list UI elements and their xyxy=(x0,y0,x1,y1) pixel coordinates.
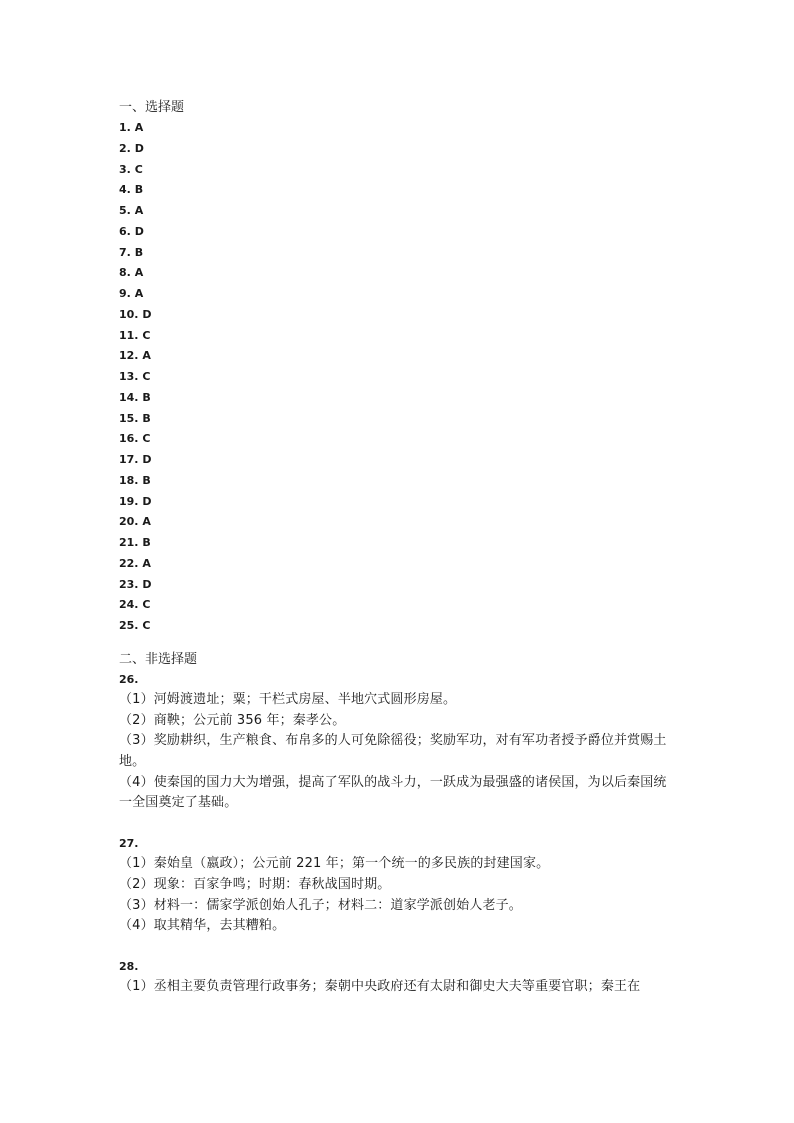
answer-letter: A xyxy=(134,204,144,217)
answer-number: 23. xyxy=(119,577,139,591)
answer-list xyxy=(119,118,679,637)
question-number: 27. xyxy=(119,836,139,850)
answer-number: 9. xyxy=(119,287,131,300)
answer-number: 13. xyxy=(119,370,139,383)
answer-item xyxy=(119,554,679,575)
answer-paragraph: （3）材料一：儒家学派创始人孔子；材料二：道家学派创始人老子。 xyxy=(119,897,522,913)
answer-item xyxy=(119,492,679,513)
answer-letter: B xyxy=(134,245,144,259)
answer-number: 21. xyxy=(119,536,139,549)
answer-item xyxy=(119,429,679,450)
answer-letter: B xyxy=(142,390,151,404)
answer-number: 4. xyxy=(119,183,131,197)
answer-number: 16. xyxy=(119,432,139,446)
answer-item xyxy=(119,367,679,388)
answer-number: 2. xyxy=(119,141,131,155)
answer-item xyxy=(119,160,679,181)
answer-item xyxy=(119,595,679,616)
answer-item xyxy=(119,139,679,160)
question-spacer xyxy=(119,937,679,957)
question-spacer xyxy=(119,814,679,834)
answer-paragraph: （3）奖励耕织，生产粮食、布帛多的人可免除徭役；奖励军功，对有军功者授予爵位并赏赐土地。 xyxy=(119,733,667,770)
answer-paragraph: （4）使秦国的国力大为增强，提高了军队的战斗力，一跃成为最强盛的诸侯国，为以后秦国统一全国奠定了基础。 xyxy=(119,774,667,811)
answer-letter: A xyxy=(134,121,144,134)
answer-paragraph: （1）秦始皇（嬴政）；公元前 221 年；第一个统一的多民族的封建国家。 xyxy=(119,856,550,872)
answer-letter: B xyxy=(134,183,144,197)
answer-item xyxy=(119,409,679,430)
answer-letter: D xyxy=(142,577,152,591)
answer-number: 10. xyxy=(119,307,139,321)
question-number: 28. xyxy=(119,959,139,973)
answer-item xyxy=(119,305,679,326)
answer-number: 14. xyxy=(119,390,139,404)
answer-letter: D xyxy=(134,224,144,238)
answer-letter: C xyxy=(142,598,151,612)
answer-letter: C xyxy=(134,162,143,176)
answer-item xyxy=(119,243,679,264)
answer-letter: A xyxy=(134,287,144,300)
answer-item xyxy=(119,201,679,222)
question-number: 26. xyxy=(119,672,139,686)
answer-item xyxy=(119,450,679,471)
answer-item xyxy=(119,118,679,139)
answer-letter: B xyxy=(142,411,151,425)
answer-item xyxy=(119,388,679,409)
answer-letter: B xyxy=(142,473,151,487)
answer-letter: A xyxy=(142,515,151,529)
answer-number: 11. xyxy=(119,328,139,342)
answer-number: 17. xyxy=(119,453,139,466)
answer-item xyxy=(119,180,679,201)
answer-letter: A xyxy=(134,266,144,280)
answer-item xyxy=(119,346,679,367)
answer-letter: D xyxy=(142,494,152,508)
answer-item xyxy=(119,512,679,533)
answer-number: 6. xyxy=(119,224,131,238)
answer-number: 7. xyxy=(119,245,131,259)
answer-paragraph: （1）河姆渡遗址；粟；干栏式房屋、半地穴式圆形房屋。 xyxy=(119,692,457,708)
answer-paragraph: （1）丞相主要负责管理行政事务；秦朝中央政府还有太尉和御史大夫等重要官职；秦王在 xyxy=(119,979,641,995)
answer-number: 19. xyxy=(119,494,139,508)
answer-letter: C xyxy=(142,619,151,632)
answer-number: 3. xyxy=(119,162,131,176)
answer-paragraph: （2）商鞅；公元前 356 年；秦孝公。 xyxy=(119,712,346,728)
answer-number: 8. xyxy=(119,266,131,280)
section-title-multiple-choice: 一、选择题 xyxy=(119,100,185,115)
answer-paragraph: （4）取其精华，去其糟粕。 xyxy=(119,918,286,934)
answer-number: 20. xyxy=(119,515,139,529)
answer-paragraph: （2）现象：百家争鸣；时期：春秋战国时期。 xyxy=(119,876,391,892)
answer-item xyxy=(119,326,679,347)
question-27 xyxy=(119,834,679,937)
section-spacer xyxy=(119,637,679,650)
answer-item xyxy=(119,222,679,243)
answer-number: 24. xyxy=(119,598,139,612)
question-26 xyxy=(119,670,679,814)
answer-item xyxy=(119,616,679,637)
answer-letter: B xyxy=(142,536,151,549)
answer-letter: D xyxy=(134,141,144,155)
document-page xyxy=(119,98,679,998)
answer-letter: D xyxy=(142,453,152,466)
answer-number: 5. xyxy=(119,204,131,217)
answer-number: 25. xyxy=(119,619,139,632)
answer-number: 18. xyxy=(119,473,139,487)
question-28 xyxy=(119,957,679,998)
answer-letter: C xyxy=(142,328,151,342)
answer-number: 12. xyxy=(119,349,139,363)
answer-item xyxy=(119,471,679,492)
answer-item xyxy=(119,533,679,554)
answer-item xyxy=(119,284,679,305)
section-title-non-choice: 二、非选择题 xyxy=(119,651,198,667)
answer-letter: D xyxy=(142,307,152,321)
answer-letter: A xyxy=(142,349,151,363)
answer-number: 15. xyxy=(119,411,139,425)
answer-letter: A xyxy=(142,556,151,570)
answer-number: 1. xyxy=(119,121,131,134)
answer-number: 22. xyxy=(119,556,139,570)
answer-letter: C xyxy=(142,432,151,446)
answer-letter: C xyxy=(142,370,151,383)
answer-item xyxy=(119,263,679,284)
answer-item xyxy=(119,575,679,596)
